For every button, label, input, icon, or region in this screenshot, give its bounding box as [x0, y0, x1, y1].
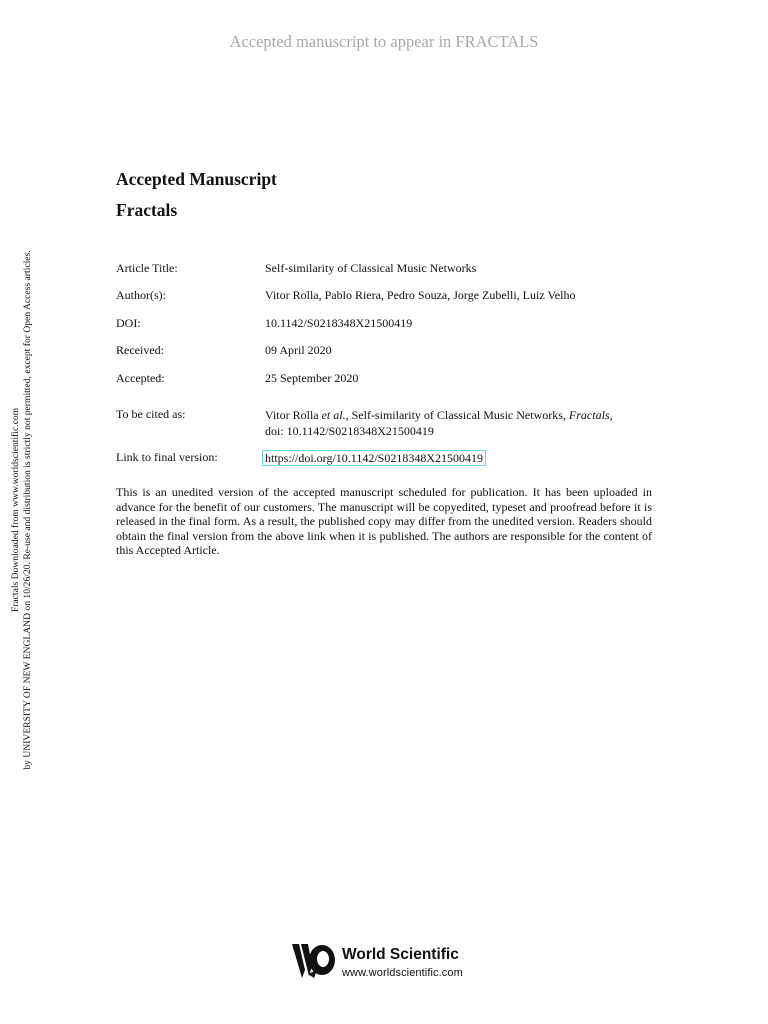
received-label: Received:	[116, 343, 164, 357]
citation-doi: doi: 10.1142/S0218348X21500419	[265, 424, 434, 438]
authors-label: Author(s):	[116, 288, 166, 302]
article-title-label: Article Title:	[116, 261, 178, 275]
citation-authors: Vitor Rolla	[265, 408, 322, 422]
article-title-value: Self-similarity of Classical Music Networks	[265, 261, 477, 275]
citation-etal: et al.	[321, 408, 346, 422]
citation-journal: Fractals	[568, 408, 610, 422]
citation-value	[265, 407, 613, 439]
accepted-label: Accepted:	[116, 371, 165, 385]
accepted-value: 25 September 2020	[265, 371, 359, 385]
doi-label: DOI:	[116, 316, 141, 330]
doi-value: 10.1142/S0218348X21500419	[265, 316, 413, 330]
accepted-manuscript-heading: Accepted Manuscript	[116, 169, 277, 189]
side-notice-line-2: by UNIVERSITY OF NEW ENGLAND on 10/26/20. Re-use and distribution is strictly not permitted, except for Open Access articles.	[22, 250, 33, 770]
publisher-url: www.worldscientific.com	[342, 967, 463, 979]
side-notice-line-1: Fractals Downloaded from www.worldscientific.com	[10, 407, 21, 613]
authors-row	[116, 288, 656, 304]
disclaimer-paragraph: This is an unedited version of the accepted manuscript scheduled for publication. It has been uploaded in advance for the benefit of our customers. The manuscript will be copyedited, typeset and proofread before it is released in the final form. As a result, the published copy may differ from the unedited version. Readers should obtain the final version from the above link when it is published. The authors are responsible for the content of this Accepted Article.	[116, 485, 652, 558]
citation-title: , Self-similarity of Classical Music Networks,	[345, 408, 569, 422]
authors-value: Vitor Rolla, Pablo Riera, Pedro Souza, Jorge Zubelli, Luiz Velho	[265, 288, 576, 302]
article-title-row	[116, 261, 656, 277]
header-note: Accepted manuscript to appear in FRACTALS	[229, 32, 539, 51]
citation-comma: ,	[609, 408, 613, 422]
final-version-label: Link to final version:	[116, 450, 218, 464]
doi-row	[116, 316, 656, 332]
received-value: 09 April 2020	[265, 343, 332, 357]
final-version-row	[116, 450, 656, 466]
journal-name-heading: Fractals	[116, 200, 178, 220]
final-version-link[interactable]: https://doi.org/10.1142/S0218348X21500419	[262, 450, 486, 466]
side-download-notice	[10, 230, 34, 790]
publisher-name: World Scientific	[342, 946, 459, 963]
publisher-logo	[290, 940, 490, 984]
world-scientific-logo-icon	[290, 940, 338, 980]
citation-row	[116, 407, 656, 439]
final-version-value	[265, 450, 486, 466]
citation-label: To be cited as:	[116, 407, 186, 421]
accepted-row	[116, 371, 656, 387]
journal-heading-block	[116, 168, 277, 221]
received-row	[116, 343, 656, 359]
citation-line-1	[265, 407, 613, 423]
